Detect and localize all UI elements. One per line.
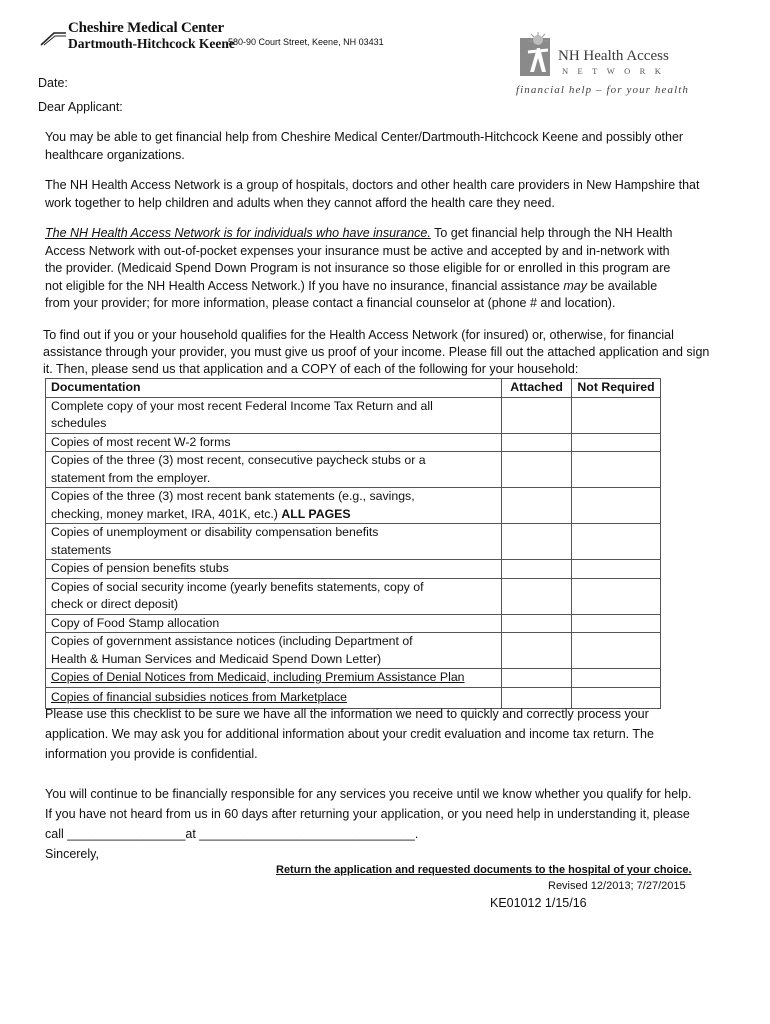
paragraph-3-line-1-rest: To get financial help through the NH Health: [430, 226, 673, 240]
doc-cell: [46, 633, 502, 669]
table-row: [46, 452, 661, 488]
not-required-checkbox-cell[interactable]: [572, 524, 661, 560]
org-address: 580-90 Court Street, Keene, NH 03431: [228, 37, 384, 47]
not-required-checkbox-cell[interactable]: [572, 578, 661, 614]
partner-title: NH Health Access: [558, 48, 669, 64]
doc-text-line: [51, 506, 496, 524]
revised-date: Revised 12/2013; 7/27/2015: [548, 880, 686, 892]
doc-cell: [46, 488, 502, 524]
insurance-requirement-note: The NH Health Access Network is for individuals who have insurance.: [45, 226, 431, 240]
doc-text-line: statements: [51, 542, 112, 557]
not-required-checkbox-cell[interactable]: [572, 488, 661, 524]
paragraph-3-line-3: the provider. (Medicaid Spend Down Program is not insurance so those eligible for or enrolled in this program are: [45, 261, 671, 275]
doc-text-line: statement from the employer.: [51, 470, 211, 485]
paragraph-2-line-2: work together to help children and adults when they cannot afford the health care they need.: [45, 196, 555, 210]
not-required-checkbox-cell[interactable]: [572, 452, 661, 488]
doc-text-part: checking, money market, IRA, 401K, etc.): [51, 506, 282, 521]
paragraph-3-line-4-a: not eligible for the NH Health Access Network.) If you have no insurance, financial assistance: [45, 279, 564, 293]
doc-text-line: Copy of Food Stamp allocation: [51, 615, 220, 630]
doc-text-line: Copies of Denial Notices from Medicaid, including Premium Assistance Plan: [51, 670, 465, 684]
attached-checkbox-cell[interactable]: [502, 669, 572, 688]
may-emphasis: may: [563, 279, 587, 293]
doc-text-line: Copies of government assistance notices (including Department of: [51, 634, 413, 648]
form-code: KE01012 1/15/16: [490, 896, 587, 910]
header-documentation: Documentation: [46, 379, 502, 398]
not-required-checkbox-cell[interactable]: [572, 560, 661, 579]
doc-cell: [46, 452, 502, 488]
not-required-checkbox-cell[interactable]: [572, 669, 661, 688]
doc-cell: [46, 669, 502, 688]
nh-health-access-logo: [514, 28, 714, 106]
table-row: [46, 560, 661, 579]
attached-checkbox-cell[interactable]: [502, 614, 572, 633]
org-name-line1: Cheshire Medical Center: [68, 20, 224, 36]
not-required-checkbox-cell[interactable]: [572, 614, 661, 633]
closing-1-line-2: application. We may ask you for additional information about your credit evaluation and income tax return. The: [45, 727, 654, 741]
doc-text-line: Copies of pension benefits stubs: [51, 561, 229, 575]
closing-2-line-1: You will continue to be financially responsible for any services you receive until we know whether you qualify for help.: [45, 787, 692, 801]
doc-text-line: Copies of most recent W-2 forms: [51, 434, 231, 449]
attached-checkbox-cell[interactable]: [502, 633, 572, 669]
doc-cell: [46, 560, 502, 579]
attached-checkbox-cell[interactable]: [502, 524, 572, 560]
not-required-checkbox-cell[interactable]: [572, 433, 661, 452]
paragraph-3-line-4: [45, 278, 657, 296]
paragraph-3-line-4-b: be available: [586, 279, 658, 293]
attached-checkbox-cell[interactable]: [502, 397, 572, 433]
doc-cell: [46, 397, 502, 433]
table-row: [46, 433, 661, 452]
partner-tagline: financial help – for your health: [516, 84, 689, 96]
attached-checkbox-cell[interactable]: [502, 578, 572, 614]
not-required-checkbox-cell[interactable]: [572, 397, 661, 433]
paragraph-4-line-1: To find out if you or your household qualifies for the Health Access Network (for insured) or, otherwise, for financial: [43, 328, 674, 342]
attached-checkbox-cell[interactable]: [502, 452, 572, 488]
doc-cell: [46, 433, 502, 452]
header-attached: Attached: [502, 379, 572, 398]
doc-text-line: schedules: [51, 416, 107, 430]
documentation-checklist-table: [45, 378, 661, 709]
all-pages-emphasis: ALL PAGES: [281, 506, 351, 521]
partner-subtitle: NETWORK: [562, 66, 671, 76]
doc-text-line: Copies of social security income (yearly benefits statements, copy of: [51, 579, 424, 594]
figure-emblem-icon: [518, 32, 554, 78]
paragraph-4-line-2: assistance through your provider, you must give us proof of your income. Please fill out the attached application and sign: [43, 345, 710, 359]
closing-1-line-3: information you provide is confidential.: [45, 747, 258, 761]
paragraph-3-line-2: Access Network with out-of-pocket expenses your insurance must be active and accepted by and in-network with: [45, 244, 670, 258]
swoosh-icon: [40, 30, 68, 46]
table-row: [46, 397, 661, 433]
table-header-row: [46, 379, 661, 398]
attached-checkbox-cell[interactable]: [502, 433, 572, 452]
doc-cell: [46, 614, 502, 633]
table-row: [46, 524, 661, 560]
attached-checkbox-cell[interactable]: [502, 488, 572, 524]
table-row: [46, 614, 661, 633]
paragraph-1-line-2: healthcare organizations.: [45, 148, 185, 162]
paragraph-2-line-1: The NH Health Access Network is a group of hospitals, doctors and other health care providers in New Hampshire that: [45, 178, 700, 192]
paragraph-3-line-1: [45, 225, 672, 243]
doc-text-line: Health & Human Services and Medicaid Spend Down Letter): [51, 651, 382, 666]
table-row: [46, 669, 661, 688]
date-label: Date:: [38, 76, 68, 90]
doc-text-line: Complete copy of your most recent Federal Income Tax Return and all: [51, 398, 433, 413]
table-row: [46, 578, 661, 614]
return-instructions: Return the application and requested documents to the hospital of your choice.: [276, 864, 692, 876]
paragraph-4-line-3: it. Then, please send us that application and a COPY of each of the following for your household:: [43, 362, 579, 376]
not-required-checkbox-cell[interactable]: [572, 633, 661, 669]
table-row: [46, 488, 661, 524]
closing-2-line-2: If you have not heard from us in 60 days after returning your application, or you need help in understanding it, please: [45, 807, 690, 821]
doc-cell: [46, 578, 502, 614]
paragraph-3-line-5: from your provider; for more information, please contact a financial counselor at (phone # and location).: [45, 296, 616, 310]
table-row: [46, 633, 661, 669]
doc-text-line: Copies of the three (3) most recent bank statements (e.g., savings,: [51, 489, 415, 503]
paragraph-1-line-1: You may be able to get financial help from Cheshire Medical Center/Dartmouth-Hitchcock Keene and possibly other: [45, 130, 684, 144]
attached-checkbox-cell[interactable]: [502, 560, 572, 579]
salutation: Dear Applicant:: [38, 100, 123, 114]
doc-text-line: check or direct deposit): [51, 597, 179, 611]
call-contact-line: call _________________at _______________________________.: [45, 827, 419, 841]
org-name-line2: Dartmouth-Hitchcock Keene: [68, 36, 235, 51]
sincerely: Sincerely,: [45, 847, 99, 861]
doc-text-line: Copies of unemployment or disability compensation benefits: [51, 525, 379, 539]
doc-cell: [46, 524, 502, 560]
closing-1-line-1: Please use this checklist to be sure we have all the information we need to quickly and correctly process your: [45, 707, 649, 721]
header-not-required: Not Required: [572, 379, 661, 398]
doc-text-line: Copies of the three (3) most recent, consecutive paycheck stubs or a: [51, 453, 426, 467]
doc-text-line: Copies of financial subsidies notices from Marketplace: [51, 689, 347, 704]
